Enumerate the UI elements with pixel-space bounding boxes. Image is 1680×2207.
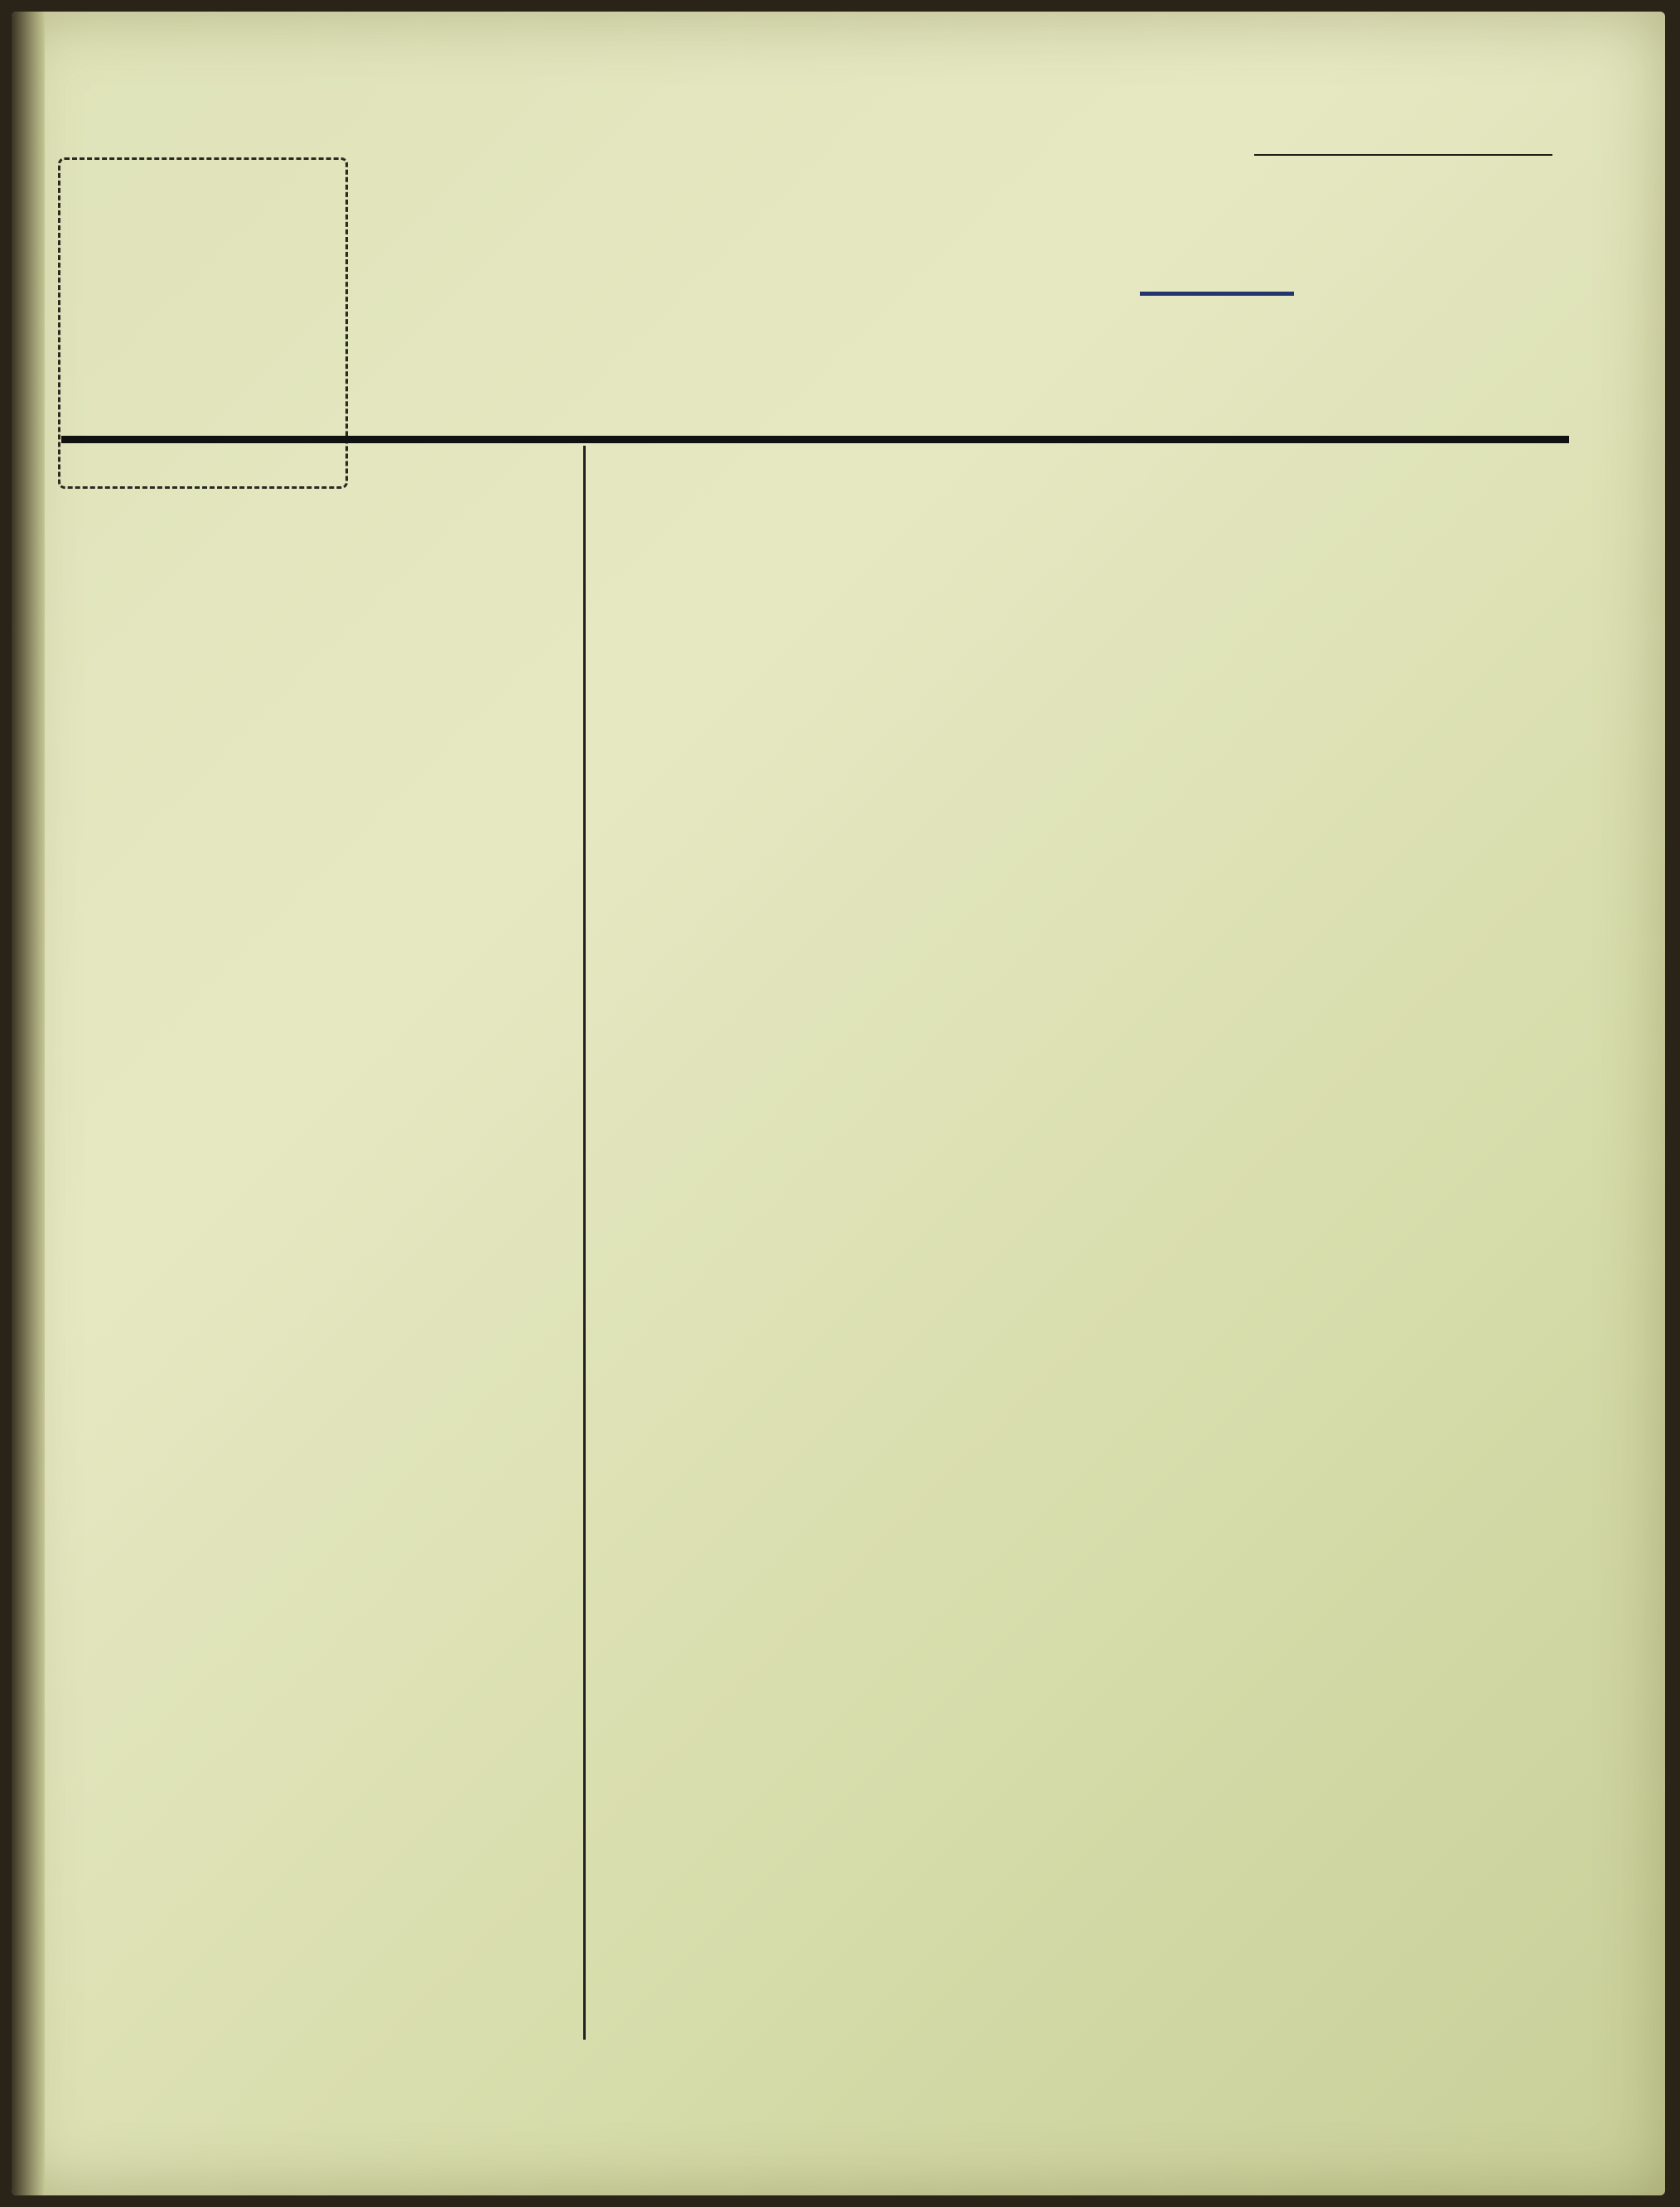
book-binding xyxy=(12,12,45,2195)
column-divider xyxy=(583,446,586,2040)
lit-underline xyxy=(1254,154,1552,156)
document-page xyxy=(12,12,1665,2195)
header-rule xyxy=(61,436,1569,443)
form-number-underline xyxy=(1140,292,1294,296)
